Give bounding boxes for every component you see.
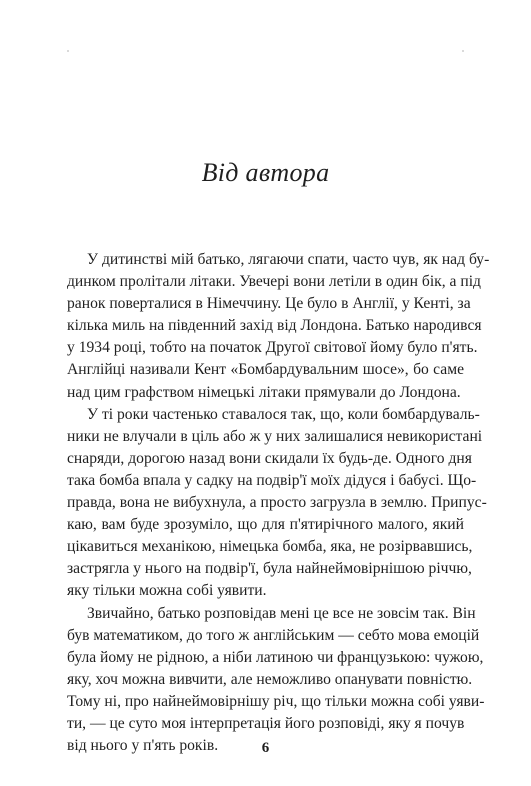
- text-line: був математиком, до того ж англійським — себто мова емоцій: [67, 626, 480, 644]
- page-number: 6: [261, 740, 270, 756]
- text-line: Тому ні, про найнеймовірнішу річ, що тільки можна собі уяви-: [67, 692, 485, 710]
- text-line: застрягла у нього на подвір'ї, була найнеймовірнішою річчю,: [67, 560, 472, 578]
- text-line: правда, вона не вибухнула, а просто загрузла в землю. Припус-: [67, 494, 487, 512]
- text-line: снаряди, дорогою назад вони скидали їх будь-де. Одного дня: [67, 449, 472, 467]
- text-line: кілька миль на південний захід від Лондона. Батько народився: [67, 317, 482, 335]
- text-line: над цим графством німецькі літаки прямували до Лондона.: [67, 383, 461, 401]
- text-line: така бомба впала у садку на подвір'ї моїх дідуся і бабусі. Що-: [67, 471, 477, 489]
- text-line: Звичайно, батько розповідав мені це все не зовсім так. Він: [87, 604, 476, 622]
- text-line: ранок поверталися в Німеччину. Це було в Англії, у Кенті, за: [67, 295, 471, 313]
- crop-mark: [462, 50, 464, 52]
- crop-mark: [67, 50, 69, 52]
- text-line: у 1934 році, тобто на початок Другої світової йому було п'ять.: [67, 339, 478, 357]
- body-text: [67, 249, 490, 757]
- text-line: яку, хоч можна вивчити, але неможливо опанувати повністю.: [67, 670, 473, 688]
- page-title: Від автора: [201, 158, 330, 187]
- text-line: Англійці називали Кент «Бомбардувальним шосе», бо саме: [67, 361, 464, 379]
- text-line: цікавиться механікою, німецька бомба, яка, не розірвавшись,: [67, 538, 473, 556]
- text-line: У ті роки частенько ставалося так, що, коли бомбардуваль-: [87, 405, 480, 423]
- text-line: була йому не рідною, а ніби латиною чи французькою: чужою,: [67, 648, 484, 666]
- text-line: від нього у п'ять років.: [67, 737, 219, 755]
- text-line: ники не влучали в ціль або ж у них залишалися невикористані: [67, 427, 483, 445]
- text-line: У дитинстві мій батько, лягаючи спати, часто чув, як над бу-: [87, 251, 490, 268]
- text-line: динком пролітали літаки. Увечері вони летіли в один бік, а під: [67, 273, 481, 291]
- text-line: каю, вам буде зрозуміло, що для п'ятирічного малого, який: [67, 516, 464, 534]
- text-line: ти, — це суто моя інтерпретація його розповіді, яку я почув: [67, 714, 465, 732]
- text-line: яку тільки можна собі уявити.: [67, 582, 267, 600]
